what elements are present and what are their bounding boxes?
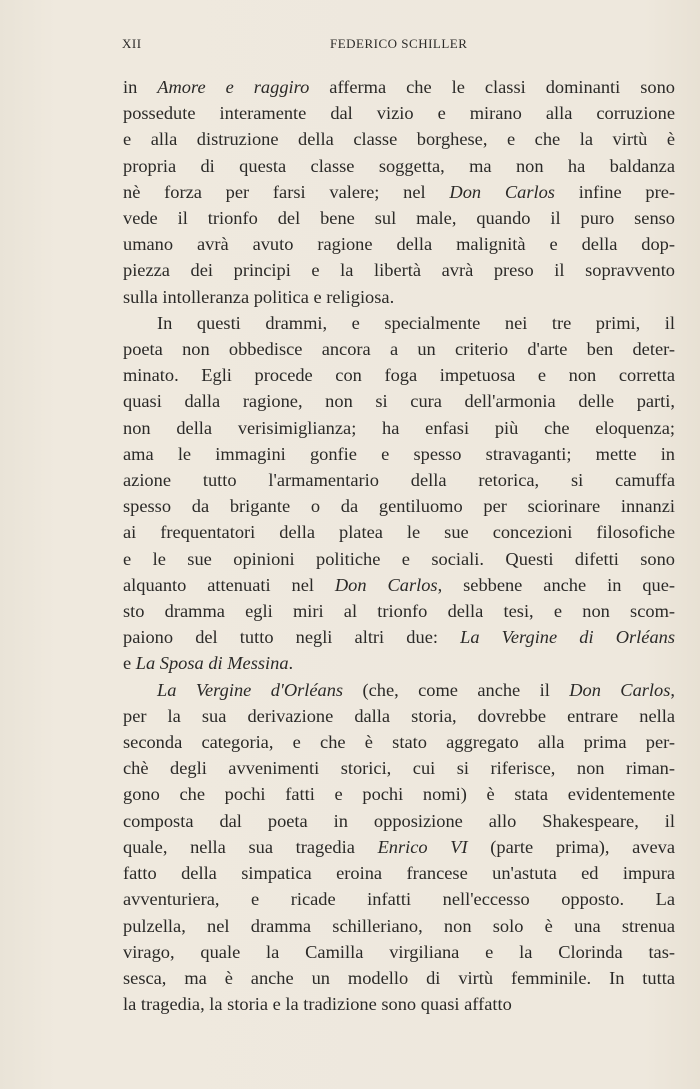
text-line [123, 703, 675, 729]
text-line [123, 546, 675, 572]
text-run: sto dramma egli miri al trionfo della tesi, e non scom- [123, 601, 675, 622]
italic-title: Amore e raggiro [157, 77, 310, 97]
italic-title: Don Carlos [569, 679, 671, 700]
text-run: , sebbene anche in que- [437, 574, 675, 595]
text-line [123, 415, 675, 441]
text-run: umano avrà avuto ragione della malignità e della dop- [123, 234, 675, 255]
text-line [123, 74, 675, 100]
text-line [123, 860, 675, 886]
text-run: infine pre- [554, 181, 675, 202]
text-run: ai frequentatori della platea le sue concezioni filosofiche [123, 522, 675, 543]
text-run: minato. Egli procede con foga impetuosa e non corretta [123, 365, 675, 386]
text-line [123, 572, 675, 598]
text-run: In questi drammi, e specialmente nei tre primi, il [157, 312, 675, 333]
page-number: XII [122, 36, 142, 51]
text-run: poeta non obbedisce ancora a un criterio d'arte ben deter- [123, 339, 675, 360]
running-head: FEDERICO SCHILLER [330, 36, 468, 51]
text-run: alquanto attenuati nel [123, 574, 335, 595]
text-run: quale, nella sua tragedia [123, 836, 378, 857]
text-line [123, 991, 675, 1017]
text-run: chè degli avvenimenti storici, cui si riferisce, non riman- [123, 758, 675, 779]
italic-title: La Vergine di Orléans [460, 627, 675, 648]
text-line [123, 650, 675, 676]
text-line [123, 493, 675, 519]
text-run: gono che pochi fatti e pochi nomi) è stata evidentemente [123, 784, 675, 805]
text-run: in [123, 77, 158, 97]
text-run: vede il trionfo del bene sul male, quando il puro senso [123, 208, 675, 229]
paragraph [123, 677, 675, 1018]
text-run: e le sue opinioni politiche e sociali. Questi difetti sono [123, 548, 675, 569]
text-line [123, 284, 675, 310]
text-line [123, 336, 675, 362]
text-line [123, 362, 675, 388]
text-run: . [288, 653, 294, 674]
text-run: piezza dei principi e la libertà avrà preso il sopravvento [123, 260, 675, 281]
text-line [123, 310, 675, 336]
text-line [123, 179, 675, 205]
text-run: (che, come anche il [343, 679, 570, 700]
text-run: possedute interamente dal vizio e mirano alla corruzione [123, 103, 675, 124]
text-run: sulla intolleranza politica e religiosa. [123, 286, 395, 307]
text-run: non della verisimiglianza; ha enfasi più che eloquenza; [123, 417, 675, 438]
body-text [123, 74, 675, 1017]
text-run: nè forza per farsi valere; nel [123, 181, 450, 202]
text-run: per la sua derivazione dalla storia, dovrebbe entrare nella [123, 705, 675, 726]
text-run: azione tutto l'armamentario della retorica, si camuffa [123, 470, 675, 491]
text-line [123, 624, 675, 650]
text-line [123, 467, 675, 493]
italic-title: La Sposa di Messina [135, 653, 289, 674]
text-line [123, 886, 675, 912]
text-run: , [670, 679, 675, 700]
text-line [123, 913, 675, 939]
text-run: quasi dalla ragione, non si cura dell'armonia delle parti, [123, 391, 675, 412]
text-line [123, 388, 675, 414]
italic-title: Don Carlos [449, 181, 555, 202]
text-run: propria di questa classe soggetta, ma non ha baldanza [123, 155, 675, 176]
text-run: la tragedia, la storia e la tradizione sono quasi affatto [123, 994, 512, 1015]
text-run: e alla distruzione della classe borghese, e che la virtù è [123, 129, 675, 150]
text-line [123, 808, 675, 834]
text-run: e [123, 653, 136, 674]
italic-title: La Vergine d'Orléans [157, 679, 344, 700]
text-run: seconda categoria, e che è stato aggregato alla prima per- [123, 732, 675, 753]
italic-title: Enrico VI [377, 836, 468, 857]
text-run: (parte prima), aveva [467, 836, 676, 857]
paragraph [123, 74, 675, 310]
text-run: avventuriera, e ricade infatti nell'eccesso opposto. La [123, 889, 675, 910]
text-line [123, 729, 675, 755]
page-header [122, 36, 672, 58]
paragraph [123, 310, 675, 677]
text-run: ama le immagini gonfie e spesso stravaganti; mette in [123, 443, 675, 464]
italic-title: Don Carlos [334, 574, 438, 595]
text-line [123, 965, 675, 991]
text-run: sesca, ma è anche un modello di virtù femminile. In tutta [123, 967, 675, 988]
text-line [123, 519, 675, 545]
text-line [123, 781, 675, 807]
text-line [123, 231, 675, 257]
text-line [123, 126, 675, 152]
text-line [123, 441, 675, 467]
text-run: fatto della simpatica eroina francese un'astuta ed impura [123, 863, 675, 884]
text-run: composta dal poeta in opposizione allo Shakespeare, il [123, 810, 675, 831]
text-run: afferma che le classi dominanti sono [309, 77, 675, 97]
text-line [123, 153, 675, 179]
text-run: virago, quale la Camilla virgiliana e la Clorinda tas- [123, 941, 675, 962]
text-line [123, 834, 675, 860]
text-line [123, 257, 675, 283]
text-line [123, 939, 675, 965]
text-line [123, 598, 675, 624]
text-line [123, 755, 675, 781]
text-line [123, 677, 675, 703]
text-run: paiono del tutto negli altri due: [123, 627, 461, 648]
text-run: spesso da brigante o da gentiluomo per sciorinare innanzi [123, 496, 675, 517]
text-run: pulzella, nel dramma schilleriano, non solo è una strenua [123, 915, 675, 936]
text-line [123, 100, 675, 126]
text-line [123, 205, 675, 231]
